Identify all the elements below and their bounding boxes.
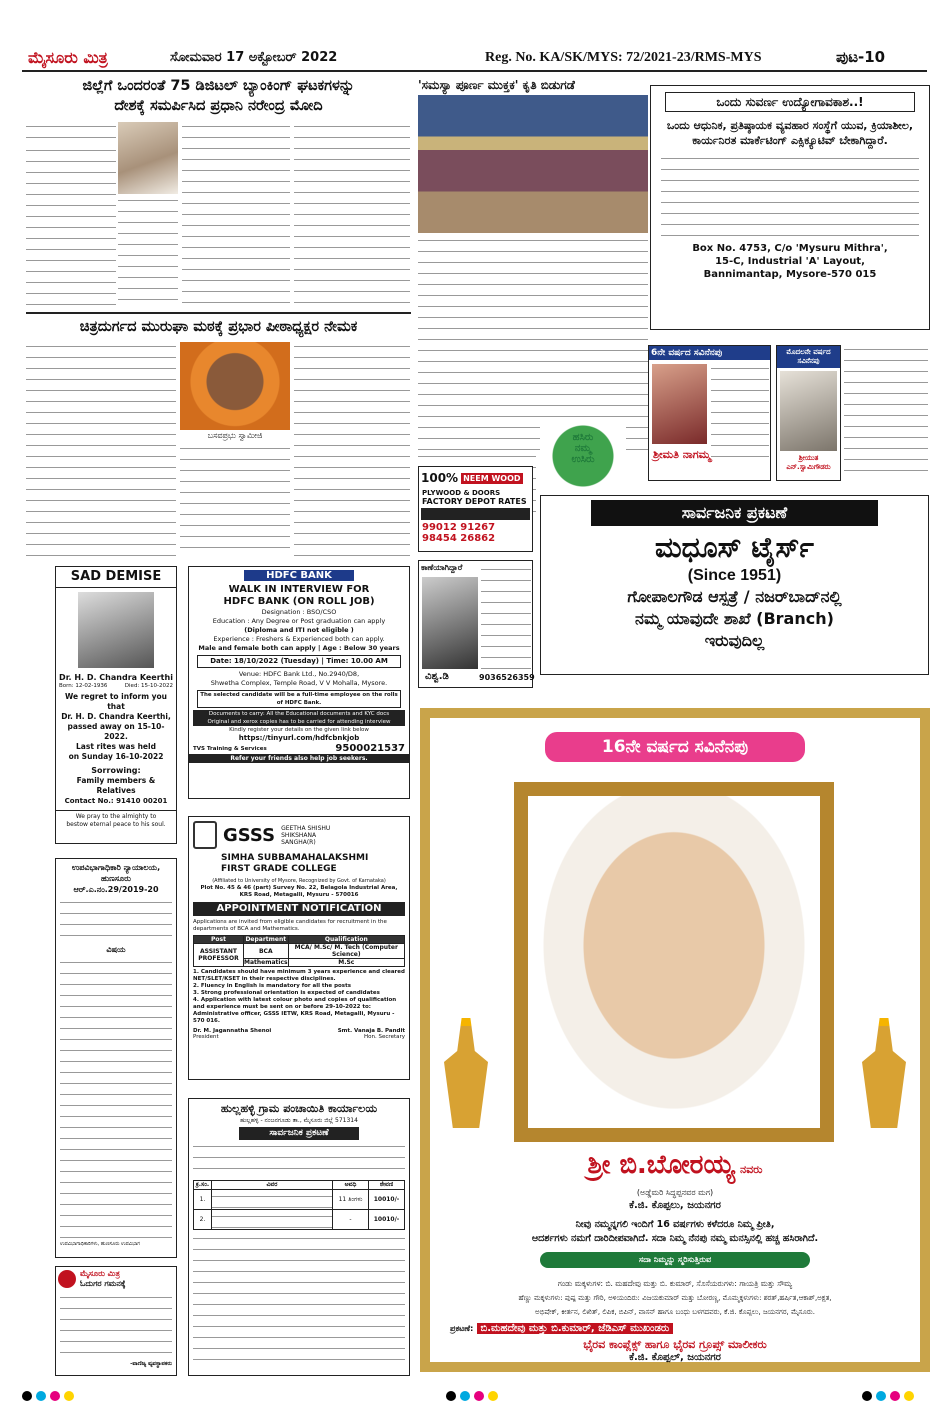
- remembrance-text: [711, 364, 769, 460]
- demise-msg3: passed away on 15-10-2022.: [67, 722, 165, 741]
- table-cell: 10010/-: [369, 1210, 405, 1230]
- hdfc-selected: The selected candidate will be a full-time employee on the rolls of HDFC Bank.: [197, 690, 401, 708]
- memorial-alias: (ಅಡ್ಡೆಮರಿ ಸಿದ್ಧಪ್ಪನವರ ಮಗ): [636, 1188, 714, 1197]
- table-cell-text: [212, 1192, 332, 1208]
- memorial-name: ಶ್ರೀ ಬಿ.ಬೋರಯ್ಯ: [587, 1150, 735, 1180]
- photo-swamigowda: [780, 371, 837, 451]
- gsss-point2: 2. Fluency in English is mandatory for all the posts: [193, 983, 351, 989]
- memorial-name-suffix: ನವರು: [739, 1163, 763, 1176]
- gsss-brand: GSSS: [223, 824, 276, 846]
- reg-dot: [446, 1391, 456, 1401]
- table-header: ಅವಧಿ: [333, 1181, 369, 1190]
- memorial-grandchildren: ಅಭಿಷೇಕ್, ಕೀರ್ತನ, ಲಿಖಿತ್, ಲಿಪಿಕ, ಬಿಪಿನ್, ವಾಸನ್ ಹಾಗೂ ಬಂಧು ಬಳಗದವರು, ಕೆ.ಜಿ. ಕೊಪ್ಪಲು, ಜಯನಗರ, ಮೈಸೂರು.: [535, 1308, 815, 1316]
- story-book-release-headline: 'ಸಮಸ್ಯಾ ಪೂರ್ಣ ಮುಕ್ತಕ' ಕೃತಿ ಬಿಡುಗಡೆ: [418, 78, 575, 92]
- public-notice-madhus: [540, 495, 929, 675]
- job-ad-box-line1: Box No. 4753, C/o 'Mysuru Mithra',: [692, 243, 888, 254]
- gsss-sign2-role: Hon. Secretary: [364, 1034, 405, 1040]
- reg-dot: [904, 1391, 914, 1401]
- hdfc-phone: 9500021537: [335, 743, 405, 754]
- reg-dot: [862, 1391, 872, 1401]
- job-ad-box-line2: 15-C, Industrial 'A' Layout,: [715, 256, 865, 267]
- story-murugha-headline: ಚಿತ್ರದುರ್ಗದ ಮುರುಘಾ ಮಠಕ್ಕೆ ಪ್ರಭಾರ ಪೀಠಾಧ್ಯಕ್ಷರ ನೇಮಕ: [79, 319, 358, 335]
- court-title: ಉಪವಿಭಾಗಾಧಿಕಾರಿ ನ್ಯಾಯಾಲಯ,: [71, 863, 161, 872]
- hdfc-diploma: (Diploma and ITI not eligible ): [244, 626, 354, 634]
- photo-swamiji: [180, 342, 290, 430]
- table-cell: 11 ತಿಂಗಳು: [333, 1190, 369, 1210]
- hdfc-title2: HDFC BANK (ON ROLL JOB): [223, 596, 375, 607]
- table-cell-text: [212, 1212, 332, 1228]
- story-text: [26, 342, 176, 556]
- gsss-address: Plot No. 45 & 46 (part) Survey No. 22, Belagola Industrial Area,: [200, 885, 398, 891]
- mithra-notice-sign: -ವಾಣಿಜ್ಯ ವ್ಯವಸ್ಥಾಪಕರು: [130, 1361, 172, 1367]
- missing-name: ವಿಶ್ವ.ಡಿ: [425, 671, 449, 682]
- memorial-msg2: ಆದರ್ಶಗಳು ನಮಗೆ ದಾರಿದೀಪವಾಗಿದೆ. ಸದಾ ನಿಮ್ಮ ನೆನಪು ನಮ್ಮ ಮನಸ್ಸಿನಲ್ಲಿ ಹಚ್ಚ ಹಸಿರಾಗಿದೆ.: [531, 1233, 819, 1244]
- story-text: [294, 342, 410, 556]
- demise-pray1: We pray to the almighty to: [56, 810, 176, 821]
- hdfc-register: Kindly register your details on the given link below: [229, 727, 369, 733]
- divider: [26, 312, 411, 314]
- reg-dot: [460, 1391, 470, 1401]
- neemwood-phone2: 98454 26862: [422, 533, 496, 544]
- table-header: Qualification: [288, 936, 404, 944]
- panchayat-notice-title: ಸಾರ್ವಜನಿಕ ಪ್ರಕಟಣೆ: [239, 1127, 359, 1140]
- gsss-sign2: Smt. Vanaja B. Pandit: [337, 1028, 405, 1034]
- job-ad-box-line3: Bannimantap, Mysore-570 015: [703, 269, 877, 280]
- notice-line2: ನಮ್ಮ ಯಾವುದೇ ಶಾಖೆ (Branch): [635, 609, 834, 628]
- hdfc-title1: WALK IN INTERVIEW FOR: [228, 584, 370, 595]
- hdfc-designation: Designation : BSO/CSO: [261, 608, 337, 616]
- memorial-ad: [420, 708, 930, 1372]
- reg-dot: [22, 1391, 32, 1401]
- story-text: [180, 444, 290, 556]
- job-ad-box: [650, 85, 930, 330]
- hdfc-education: Education : Any Degree or Post graduation can apply: [212, 617, 386, 625]
- page-number: ಪುಟ-10: [836, 48, 886, 66]
- header-bar: [22, 48, 927, 72]
- hdfc-venue2: Shwetha Complex, Temple Road, V V Mohalla, Mysore.: [210, 679, 388, 687]
- gsss-college1: SIMHA SUBBAMAHALAKSHMI: [221, 853, 369, 863]
- gsss-brand-sub: GEETHA SHISHU SHIKSHANA SANGHA(R): [281, 824, 331, 846]
- job-ad-text: [661, 154, 919, 238]
- green-logo-line3: ಉಸಿರು: [571, 454, 595, 465]
- oil-lamp-icon: [862, 1018, 906, 1128]
- remembrance-first-text: [844, 345, 928, 481]
- photo-borayya: [514, 782, 834, 1142]
- mithra-readers-notice: [55, 1266, 177, 1376]
- memorial-place: ಕೆ.ಜಿ. ಕೊಪ್ಪಲು, ಜಯನಗರ: [629, 1200, 721, 1211]
- table-header: Department: [245, 936, 287, 943]
- remembrance-first-name: ಶ್ರೀಯುತ ಎನ್.ಸ್ವಾಮಿಗೌಡರು: [786, 454, 831, 471]
- table-cell: Mathematics: [244, 959, 288, 966]
- issue-date: ಸೋಮವಾರ 17 ಅಕ್ಟೋಬರ್ 2022: [170, 50, 338, 65]
- neemwood-ad: [418, 466, 533, 552]
- gsss-sign1-role: President: [193, 1034, 219, 1040]
- registration-marks-center: [446, 1390, 502, 1402]
- masthead-logo: ಮೈಸೂರು ಮಿತ್ರ: [28, 48, 108, 67]
- table-header: Post: [194, 936, 244, 944]
- photo-chandra-keerthi: [78, 592, 154, 668]
- table-header: ವಿವರ: [212, 1181, 333, 1190]
- story-text: [294, 122, 410, 308]
- neemwood-sub: PLYWOOD & DOORS: [422, 489, 501, 497]
- memorial-company: ಭೈರವ ಕಾಂಪ್ಲೆಕ್ಸ್ ಹಾಗೂ ಭೈರವ ಗ್ರೂಪ್ಸ್ ಮಾಲೀಕರು: [583, 1338, 767, 1351]
- demise-title: SAD DEMISE: [56, 567, 176, 588]
- demise-contact: Contact No.: 91410 00201: [64, 797, 168, 805]
- table-header: ಠೇವಣಿ: [369, 1181, 405, 1190]
- gsss-point3: 3. Strong professional orientation is expected of candidates: [193, 990, 380, 996]
- demise-sorrowing: Sorrowing:: [91, 766, 141, 775]
- hdfc-brand: HDFC BANK: [244, 570, 354, 581]
- memorial-name-block: [430, 1150, 920, 1181]
- hdfc-experience: Experience : Freshers & Experienced both can apply.: [213, 635, 385, 643]
- photo-book-release: [418, 95, 648, 233]
- table-header: ಕ್ರ.ಸಂ.: [194, 1181, 212, 1190]
- reg-dot: [876, 1391, 886, 1401]
- remembrance-6th-year: [648, 345, 771, 481]
- demise-died: Died: 15-10-2022: [124, 683, 173, 689]
- table-cell: M.Sc: [288, 959, 404, 967]
- photo-missing: [422, 577, 478, 669]
- court-text: [60, 898, 172, 942]
- panchayat-title: ಹುಲ್ಲಹಳ್ಳಿ ಗ್ರಾಮ ಪಂಚಾಯಿತಿ ಕಾರ್ಯಾಲಯ: [220, 1102, 378, 1115]
- green-logo-line1: ಹಸಿರು: [572, 432, 594, 443]
- green-logo-line2: ನಮ್ಮ: [574, 443, 592, 454]
- gsss-logo-icon: [193, 821, 217, 849]
- remembrance-first-title: ಮೊದಲನೇ ವರ್ಷದ ಸವಿನೆನಪು: [777, 346, 840, 368]
- hdfc-tvs-logo: TVS Training & Services: [193, 745, 267, 752]
- court-text: [60, 958, 172, 1238]
- registration-number: Reg. No. KA/SK/MYS: 72/2021-23/RMS-MYS: [485, 50, 762, 65]
- memorial-banner: ಸದಾ ನಿಮ್ಮನ್ನು ಸ್ಮರಿಸುತ್ತಿರುವ: [540, 1252, 810, 1268]
- memorial-publisher: ಬಿ.ಮಹದೇವು ಮತ್ತು ಬಿ.ಕುಮಾರ್, ಜೆಡಿಎಸ್ ಮುಖಂಡರು: [477, 1323, 674, 1334]
- job-ad-title: ಒಂದು ಸುವರ್ಣ ಉದ್ಯೋಗಾವಕಾಶ..!: [665, 92, 915, 112]
- reg-dot: [50, 1391, 60, 1401]
- demise-msg5: on Sunday 16-10-2022: [68, 752, 164, 761]
- gsss-table: [193, 935, 405, 967]
- headline-line2: ದೇಶಕ್ಕೆ ಸಮರ್ಪಿಸಿದ ಪ್ರಧಾನಿ ನರೇಂದ್ರ ಮೋದಿ: [114, 98, 323, 114]
- missing-person-ad: [418, 560, 533, 688]
- panchayat-table: [193, 1180, 405, 1230]
- panchayat-text: [193, 1234, 405, 1364]
- memorial-daughters: ಹೆಣ್ಣು ಮಕ್ಕಳುಗಳು: ಪುಷ್ಪ ಮತ್ತು ಗೌರಿ, ಅಳಿಯಂದಿರು: ವಿಜಯಕುಮಾರ್ ಮತ್ತು ಬೋರಣ್ಣ, ಮೊಮ್ಮಕ್ಕಳುಗಳು: ಶರತ್,ಹರ್ಷಿತ,ಆಕಾಶ್,ಅಕ್ಷತ,: [518, 1294, 832, 1302]
- gsss-college2: FIRST GRADE COLLEGE: [221, 864, 337, 874]
- story-text: [26, 122, 116, 144]
- story-digital-banking-headline: [26, 76, 411, 120]
- reg-dot: [488, 1391, 498, 1401]
- demise-born: Born: 12-02-1936: [59, 683, 108, 689]
- remembrance-first-year: [776, 345, 841, 481]
- sad-demise-ad: [55, 566, 177, 844]
- table-cell: 2.: [194, 1210, 212, 1230]
- notice-line3: ಇರುವುದಿಲ್ಲ: [704, 631, 765, 650]
- hdfc-refer: Refer your friends also help job seekers.: [189, 754, 409, 763]
- hdfc-docs2: Original and xerox copies has to be carried for attending interview: [193, 718, 405, 726]
- missing-phone: 9036526359: [479, 673, 535, 682]
- table-cell: 10010/-: [369, 1190, 405, 1210]
- story-text: [182, 122, 290, 308]
- reg-dot: [474, 1391, 484, 1401]
- gsss-affiliation: (Affiliated to University of Mysore, Recognized by Govt. of Karnataka): [212, 878, 386, 884]
- photo-pm-modi: [118, 122, 178, 194]
- hdfc-date: Date: 18/10/2022 (Tuesday) | Time: 10.00 AM: [197, 655, 401, 668]
- panchayat-sub: ಹುಲ್ಲಹಳ್ಳಿ - ನಂಜನಗೂಡು ತಾ., ಮೈಸೂರು ಜಿಲ್ಲೆ 571314: [240, 1117, 358, 1124]
- missing-text: [481, 565, 531, 669]
- memorial-title: 16ನೇ ವರ್ಷದ ಸವಿನೆನಪು: [545, 732, 805, 762]
- notice-title: ಸಾರ್ವಜನಿಕ ಪ್ರಕಟಣೆ: [591, 500, 878, 526]
- mithra-logo-icon: [58, 1270, 76, 1288]
- remembrance-title: 6ನೇ ವರ್ಷದ ಸವಿನೆನಪು: [649, 346, 770, 360]
- mithra-notice-title: ಓದುಗರ ಗಮನಕ್ಕೆ: [80, 1279, 126, 1288]
- demise-family: Family members & Relatives: [76, 776, 156, 795]
- neemwood-brand: NEEM WOOD: [463, 473, 521, 483]
- oil-lamp-icon: [444, 1018, 488, 1128]
- panchayat-text: [193, 1142, 405, 1178]
- memorial-sons: ಗಂಡು ಮಕ್ಕಳುಗಳ: ಬಿ. ಮಹದೇವು ಮತ್ತು ಬಿ. ಕುಮಾರ್, ಸೊಸೆಯರುಗಳು: ಗಾಯತ್ರಿ ಮತ್ತು ಸೌಮ್ಯ: [557, 1279, 793, 1288]
- reg-dot: [890, 1391, 900, 1401]
- gsss-address2: KRS Road, Metagalli, Mysuru - 570016: [239, 892, 359, 898]
- registration-marks-left: [22, 1390, 78, 1402]
- panchayat-notice: [188, 1098, 410, 1376]
- story-text: [26, 146, 116, 308]
- story-text: [418, 236, 648, 450]
- gsss-notice-title: APPOINTMENT NOTIFICATION: [193, 902, 405, 916]
- neemwood-phone1: 99012 91267: [422, 522, 496, 533]
- notice-line1: ಗೋಪಾಲಗೌಡ ಆಸ್ಪತ್ರೆ / ನಜರ್‌ಬಾದ್‌ನಲ್ಲಿ: [627, 587, 842, 606]
- memorial-address: ಕೆ.ಜಿ. ಕೊಪ್ಪಲ್, ಜಯನಗರ: [629, 1352, 721, 1363]
- notice-firm: ಮಧೂಸ್ ಟೈರ್ಸ್: [655, 531, 814, 564]
- mithra-brand: ಮೈಸೂರು ಮಿತ್ರ: [80, 1269, 120, 1278]
- court-notice: [55, 858, 177, 1258]
- headline-line1: ಜಿಲ್ಲೆಗೆ ಒಂದರಂತೆ 75 ಡಿಜಿಟಲ್ ಬ್ಯಾಂಕಿಂಗ್ ಘಟಕಗಳನ್ನು: [82, 78, 355, 94]
- hdfc-age: Male and female both can apply | Age : Below 30 years: [198, 644, 400, 652]
- gsss-ad: [188, 816, 410, 1080]
- demise-pray2: bestow eternal peace to his soul.: [66, 821, 166, 828]
- table-cell: -: [333, 1210, 369, 1230]
- reg-dot: [64, 1391, 74, 1401]
- gsss-point4: 4. Application with latest colour photo and copies of qualification and experience must be sent on or before 29-10-2022 to: Administrative officer, GSSS IETW, KRS Road, Metagalli, Mysuru - 570 016.: [193, 997, 397, 1024]
- notice-since: (Since 1951): [687, 567, 782, 584]
- table-cell: BCA: [244, 944, 289, 959]
- memorial-publisher-label: ಪ್ರಕಟಣೆ:: [450, 1324, 474, 1333]
- demise-name: Dr. H. D. Chandra Keerthi: [59, 673, 173, 682]
- gsss-sign1: Dr. M. Jagannatha Shenoi: [193, 1028, 272, 1034]
- neemwood-percent: 100%: [421, 471, 459, 485]
- court-case: ಆರ್.ಎ.ನಂ.29/2019-20: [73, 885, 159, 894]
- gsss-intro: Applications are invited from eligible candidates for recruitment in the departments of BCA and Mathematics.: [193, 919, 387, 932]
- neemwood-strip: [421, 508, 530, 520]
- missing-title: ಕಾಣೆಯಾಗಿದ್ದಾರೆ: [421, 563, 463, 572]
- table-cell: 1.: [194, 1190, 212, 1210]
- hdfc-docs: Documents to carry: All the Educational documents and KYC docs: [193, 710, 405, 718]
- memorial-publisher-block: [450, 1322, 900, 1336]
- court-subject: ವಿಷಯ: [106, 945, 126, 954]
- demise-msg1: We regret to inform you that: [64, 692, 168, 711]
- story-text: [118, 196, 178, 308]
- job-ad-lead: ಒಂದು ಆಧುನಿಕ, ಪ್ರತಿಷ್ಠಾಯಕ ವ್ಯವಹಾರ ಸಂಸ್ಥೆಗೆ ಯುವ, ಕ್ರಿಯಾಶೀಲ, ಕಾರ್ಯನಿರತ ಮಾರ್ಕೆಟಿಂಗ್ ಎಕ್ಸಿಕ್ಯೂಟಿವ್ ಬೇಕಾಗಿದ್ದಾರೆ.: [666, 119, 914, 147]
- mithra-notice-text: [60, 1293, 172, 1359]
- reg-dot: [36, 1391, 46, 1401]
- hdfc-ad: [188, 566, 410, 799]
- photo-nagamma: [652, 364, 707, 444]
- green-logo: [540, 420, 626, 492]
- court-sign: ಉಪವಿಭಾಗಾಧಿಕಾರಿಗಳು, ಹುಣಸೂರು ಉಪವಿಭಾಗ: [60, 1241, 140, 1247]
- photo-caption: ಬಸವಪ್ರಭು ಸ್ವಾಮೀಜಿ: [207, 431, 263, 440]
- neemwood-factory: FACTORY DEPOT RATES: [422, 497, 527, 506]
- gsss-point1: 1. Candidates should have minimum 3 years experience and cleared NET/SLET/KSET in their respective disciplines.: [193, 969, 405, 982]
- remembrance-name: ಶ್ರೀಮತಿ ನಾಗಮ್ಮ: [653, 448, 711, 461]
- hdfc-venue: Venue: HDFC Bank Ltd., No.2940/D8,: [238, 670, 360, 678]
- table-cell: MCA/ M.Sc/ M. Tech (Computer Science): [288, 944, 404, 959]
- demise-msg2: Dr. H. D. Chandra Keerthi,: [61, 712, 171, 721]
- table-cell: ASSISTANT PROFESSOR: [194, 944, 244, 967]
- memorial-msg1: ನೀವು ನಮ್ಮನ್ನಗಲಿ ಇಂದಿಗೆ 16 ವರ್ಷಗಳು ಕಳೆದರೂ ನಿಮ್ಮ ಪ್ರೀತಿ,: [575, 1219, 775, 1230]
- demise-msg4: Last rites was held: [76, 742, 156, 751]
- hdfc-link[interactable]: https://tinyurl.com/hdfcbnkjob: [238, 734, 360, 742]
- court-place: ಹುಣಸೂರು: [101, 874, 131, 883]
- registration-marks-right: [862, 1390, 918, 1402]
